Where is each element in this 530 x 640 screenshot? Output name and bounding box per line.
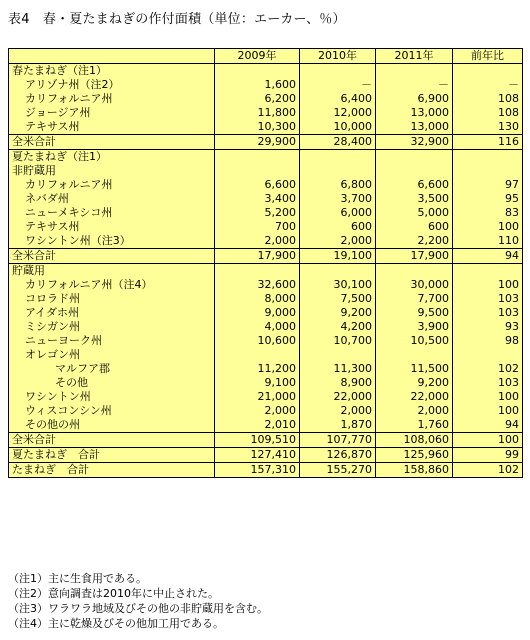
value-2010 (300, 150, 376, 165)
value-yoy: 95 (453, 192, 523, 206)
value-yoy: 100 (453, 278, 523, 292)
value-2011: 13,000 (376, 120, 453, 135)
value-2010: 7,500 (300, 292, 376, 306)
table-row (9, 249, 523, 264)
note-3: （注3）ワラワラ地域及びその他の非貯蔵用を含む。 (8, 602, 268, 615)
value-2011: 5,000 (376, 206, 453, 220)
row-label: 春たまねぎ（注1） (9, 64, 215, 79)
value-2011: 22,000 (376, 390, 453, 404)
value-2009: 700 (215, 220, 300, 234)
value-2011: 11,500 (376, 362, 453, 376)
value-yoy: 110 (453, 234, 523, 249)
value-2010: 19,100 (300, 249, 376, 264)
table-row (9, 348, 523, 362)
value-yoy: 103 (453, 292, 523, 306)
row-label: その他 (9, 376, 215, 390)
row-label: テキサス州 (9, 220, 215, 234)
value-2009: 1,600 (215, 78, 300, 92)
value-2009: 29,900 (215, 135, 300, 150)
header-cell-2011: 2011年 (376, 49, 453, 64)
row-label: ウィスコンシン州 (9, 404, 215, 418)
value-2010: 6,800 (300, 178, 376, 192)
row-label: ネバダ州 (9, 192, 215, 206)
value-2010 (300, 348, 376, 362)
row-label: ワシントン州 (9, 390, 215, 404)
table-body (9, 64, 523, 478)
value-yoy: 103 (453, 306, 523, 320)
note-1: （注1）主に生食用である。 (8, 572, 147, 585)
table-row (9, 264, 523, 279)
value-2011: 2,000 (376, 404, 453, 418)
value-2009: 127,410 (215, 448, 300, 463)
value-2011: 9,200 (376, 376, 453, 390)
header-cell-2010: 2010年 (300, 49, 376, 64)
value-2010: 22,000 (300, 390, 376, 404)
value-yoy (453, 64, 523, 79)
table-row (9, 192, 523, 206)
value-yoy (453, 264, 523, 279)
table-row (9, 463, 523, 478)
value-2010: 10,000 (300, 120, 376, 135)
value-2010: 12,000 (300, 106, 376, 120)
value-2010: 155,270 (300, 463, 376, 478)
row-label: アイダホ州 (9, 306, 215, 320)
value-2009: 9,000 (215, 306, 300, 320)
value-2011: － (376, 78, 453, 92)
row-label: テキサス州 (9, 120, 215, 135)
table-row (9, 418, 523, 433)
value-2009 (215, 264, 300, 279)
header-cell-2009: 2009年 (215, 49, 300, 64)
value-2010: 3,700 (300, 192, 376, 206)
table-row (9, 376, 523, 390)
table-row (9, 433, 523, 448)
row-label: コロラド州 (9, 292, 215, 306)
value-yoy: 130 (453, 120, 523, 135)
value-yoy: 94 (453, 249, 523, 264)
table-row (9, 278, 523, 292)
table-row (9, 234, 523, 249)
value-2010 (300, 64, 376, 79)
table-row (9, 164, 523, 178)
value-yoy: 108 (453, 106, 523, 120)
row-label: マルフア郡 (9, 362, 215, 376)
table-row (9, 362, 523, 376)
value-2011: 17,900 (376, 249, 453, 264)
value-2009: 9,100 (215, 376, 300, 390)
table-row (9, 306, 523, 320)
header-cell-label (9, 49, 215, 64)
row-label: 非貯蔵用 (9, 164, 215, 178)
value-yoy: － (453, 78, 523, 92)
value-yoy: 99 (453, 448, 523, 463)
value-2009: 21,000 (215, 390, 300, 404)
value-2011: 9,500 (376, 306, 453, 320)
table-row (9, 448, 523, 463)
value-2010: 4,200 (300, 320, 376, 334)
value-2010: 1,870 (300, 418, 376, 433)
value-2010: 2,000 (300, 234, 376, 249)
row-label: ニューヨーク州 (9, 334, 215, 348)
value-2011: 6,600 (376, 178, 453, 192)
value-2011: 13,000 (376, 106, 453, 120)
value-2009: 10,600 (215, 334, 300, 348)
row-label: アリゾナ州（注2） (9, 78, 215, 92)
value-yoy: 102 (453, 362, 523, 376)
value-2010: 107,770 (300, 433, 376, 448)
value-2011 (376, 150, 453, 165)
value-2009: 109,510 (215, 433, 300, 448)
value-2009: 3,400 (215, 192, 300, 206)
table-row (9, 292, 523, 306)
table-row (9, 120, 523, 135)
value-2011: 10,500 (376, 334, 453, 348)
value-2009 (215, 64, 300, 79)
row-label: 貯蔵用 (9, 264, 215, 279)
table-row (9, 178, 523, 192)
row-label: ワシントン州（注3） (9, 234, 215, 249)
value-2010: 11,300 (300, 362, 376, 376)
value-2009: 10,300 (215, 120, 300, 135)
value-2009 (215, 348, 300, 362)
value-yoy: 102 (453, 463, 523, 478)
value-2010: 600 (300, 220, 376, 234)
value-2009: 6,200 (215, 92, 300, 106)
row-label: ミシガン州 (9, 320, 215, 334)
row-label: 全米合計 (9, 433, 215, 448)
value-2010: 6,000 (300, 206, 376, 220)
row-label: オレゴン州 (9, 348, 215, 362)
value-2010: 9,200 (300, 306, 376, 320)
row-label: 夏たまねぎ 合計 (9, 448, 215, 463)
value-2011 (376, 64, 453, 79)
value-2009 (215, 164, 300, 178)
value-2009: 2,000 (215, 234, 300, 249)
value-yoy (453, 150, 523, 165)
value-2009: 5,200 (215, 206, 300, 220)
table-row (9, 135, 523, 150)
value-2011: 108,060 (376, 433, 453, 448)
table-row (9, 320, 523, 334)
table-row (9, 206, 523, 220)
table-row (9, 106, 523, 120)
value-2010: 126,870 (300, 448, 376, 463)
value-2010: 2,000 (300, 404, 376, 418)
value-2011: 2,200 (376, 234, 453, 249)
value-2011: 7,700 (376, 292, 453, 306)
value-2011: 3,900 (376, 320, 453, 334)
value-yoy: 100 (453, 433, 523, 448)
value-2010: 6,400 (300, 92, 376, 106)
value-2009: 32,600 (215, 278, 300, 292)
value-yoy: 83 (453, 206, 523, 220)
value-2011 (376, 348, 453, 362)
table-row (9, 92, 523, 106)
value-2009: 157,310 (215, 463, 300, 478)
value-2011: 3,500 (376, 192, 453, 206)
value-2011: 158,860 (376, 463, 453, 478)
notes (8, 571, 268, 631)
value-2010: 28,400 (300, 135, 376, 150)
value-yoy: 103 (453, 376, 523, 390)
row-label: その他の州 (9, 418, 215, 433)
value-2009: 17,900 (215, 249, 300, 264)
value-yoy: 97 (453, 178, 523, 192)
value-2010: － (300, 78, 376, 92)
row-label: 全米合計 (9, 135, 215, 150)
value-2011 (376, 264, 453, 279)
note-2: （注2）意向調査は2010年に中止された。 (8, 587, 219, 600)
value-2009: 4,000 (215, 320, 300, 334)
row-label: カリフォルニア州 (9, 92, 215, 106)
table-row (9, 150, 523, 165)
row-label: 夏たまねぎ（注1） (9, 150, 215, 165)
header-row (9, 49, 523, 64)
table-row (9, 78, 523, 92)
value-yoy: 93 (453, 320, 523, 334)
value-2010 (300, 164, 376, 178)
table-row (9, 220, 523, 234)
value-yoy: 98 (453, 334, 523, 348)
value-2009: 2,000 (215, 404, 300, 418)
value-2009 (215, 150, 300, 165)
row-label: ジョージア州 (9, 106, 215, 120)
value-2010: 8,900 (300, 376, 376, 390)
value-2009: 11,800 (215, 106, 300, 120)
value-yoy (453, 164, 523, 178)
table-row (9, 334, 523, 348)
header-cell-yoy: 前年比 (453, 49, 523, 64)
value-yoy: 100 (453, 404, 523, 418)
table-title: 表4 春・夏たまねぎの作付面積（単位：エーカー、％） (8, 12, 346, 27)
note-4: （注4）主に乾燥及びその他加工用である。 (8, 617, 224, 630)
value-yoy: 116 (453, 135, 523, 150)
value-yoy: 108 (453, 92, 523, 106)
value-2011: 1,760 (376, 418, 453, 433)
table-row (9, 64, 523, 79)
value-2011: 6,900 (376, 92, 453, 106)
value-2009: 2,010 (215, 418, 300, 433)
value-2011: 32,900 (376, 135, 453, 150)
row-label: カリフォルニア州 (9, 178, 215, 192)
value-2011 (376, 164, 453, 178)
value-2010: 10,700 (300, 334, 376, 348)
value-2011: 600 (376, 220, 453, 234)
row-label: ニューメキシコ州 (9, 206, 215, 220)
table-row (9, 404, 523, 418)
value-2010: 30,100 (300, 278, 376, 292)
value-2011: 125,960 (376, 448, 453, 463)
value-yoy: 94 (453, 418, 523, 433)
value-2009: 6,600 (215, 178, 300, 192)
value-2011: 30,000 (376, 278, 453, 292)
row-label: たまねぎ 合計 (9, 463, 215, 478)
value-yoy (453, 348, 523, 362)
acreage-table (8, 48, 523, 478)
value-yoy: 100 (453, 220, 523, 234)
value-2009: 8,000 (215, 292, 300, 306)
value-2010 (300, 264, 376, 279)
row-label: カリフォルニア州（注4） (9, 278, 215, 292)
table-row (9, 390, 523, 404)
row-label: 全米合計 (9, 249, 215, 264)
value-2009: 11,200 (215, 362, 300, 376)
value-yoy: 100 (453, 390, 523, 404)
